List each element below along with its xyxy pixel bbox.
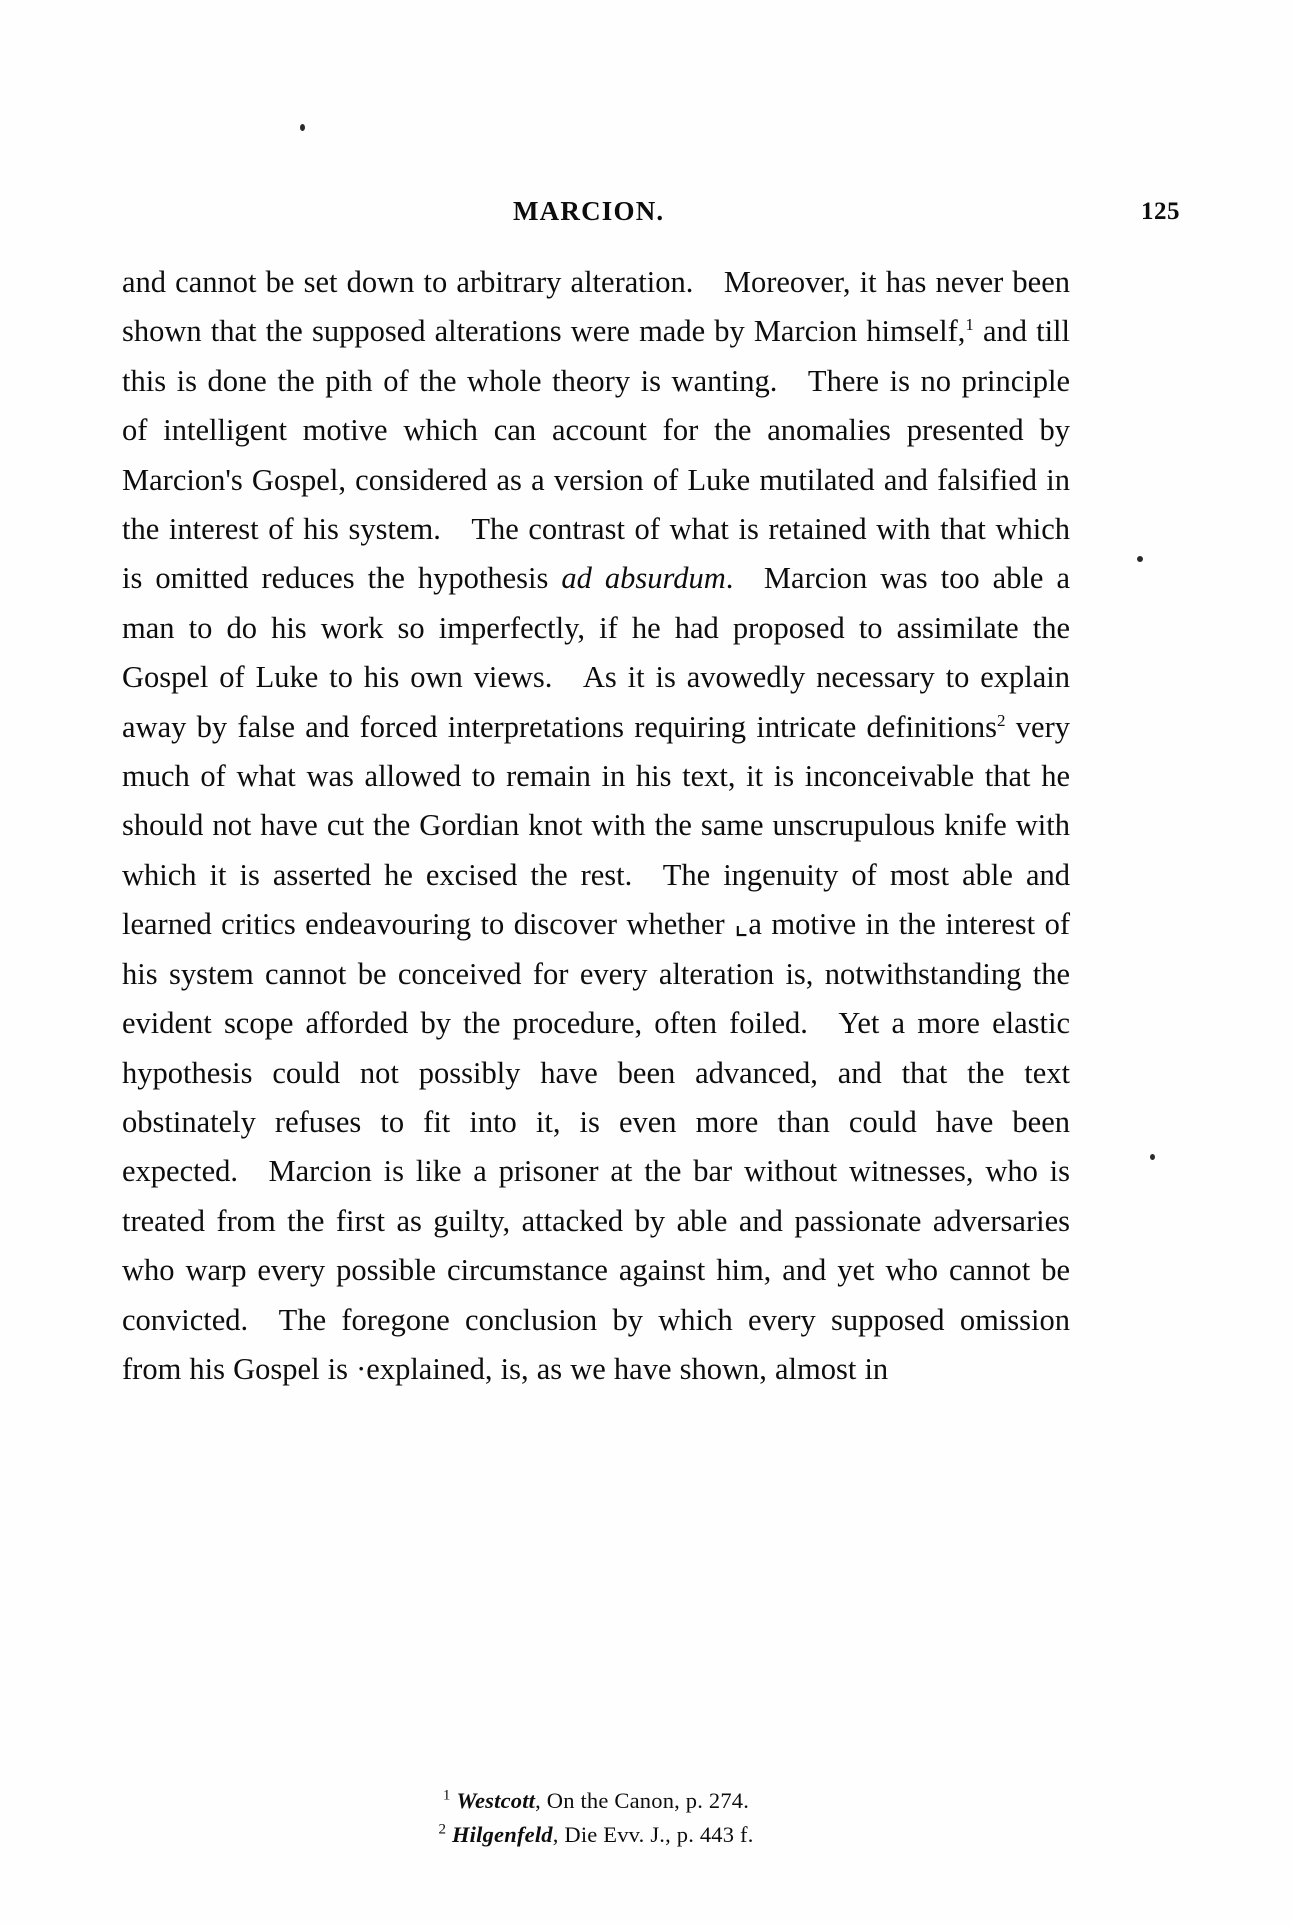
running-title: MARCION. [513, 196, 665, 226]
page-header [120, 196, 1180, 230]
body-segment-1: and cannot be set down to arbitrary alteration. Moreover, it has never been shown that the supposed alterations were made by Marcion himself, [122, 265, 1070, 349]
footnote-2 [122, 1818, 1070, 1852]
footnote-author-1: Westcott [456, 1788, 536, 1813]
footnote-author-2: Hilgenfeld [451, 1822, 553, 1847]
body-paragraph [122, 258, 1070, 1394]
page-speck [300, 124, 305, 131]
body-italic-1: ad absurdum [561, 561, 726, 596]
body-segment-2: and till this is done the pith of the whole theory is wanting. There is no principle of intelligent motive which can account for the anomalies presented by Marcion's Gospel, considered as a version of Luke mutilated and falsified in the interest of his system. The contrast of what is retained with that which is omitted reduces the hypothesis [122, 314, 1070, 596]
footnotes [122, 1784, 1070, 1852]
body-text [122, 258, 1070, 1394]
footnote-ref-1[interactable]: 1 [965, 315, 974, 335]
footnote-marker-1: 1 [442, 1787, 451, 1804]
footnote-text-2: , Die Evv. J., p. 443 f. [552, 1822, 754, 1847]
page-speck [1150, 1154, 1155, 1160]
body-segment-4: very much of what was allowed to remain in his text, it is inconceivable that he should not have cut the Gordian knot with the same unscrupulous knife with which it is asserted he excised the rest. The ingenuity of most able and learned critics endeavouring to discover whether ⌞a motive in the interest of his system cannot be conceived for every alteration is, notwithstanding the evident scope afforded by the procedure, often foiled. Yet a more elastic hypothesis could not possibly have been advanced, and that the text obstinately refuses to fit into it, is even more than could have been expected. Marcion is like a prisoner at the bar without witnesses, who is treated from the first as guilty, attacked by able and passionate adversaries who warp every possible circumstance against him, and yet who cannot be convicted. The foregone conclusion by which every supposed omission from his Gospel is ·explained, is, as we have shown, almost in [122, 709, 1070, 1386]
footnote-ref-2[interactable]: 2 [997, 710, 1006, 730]
footnote-1 [122, 1784, 1070, 1818]
footnote-text-1: , On the Canon, p. 274. [535, 1788, 750, 1813]
page-speck [1137, 556, 1143, 562]
footnote-marker-2: 2 [438, 1821, 447, 1838]
page-number: 125 [1141, 198, 1180, 225]
body-segment-3: . Marcion was too able a man to do his work so imperfectly, if he had proposed to assimilate the Gospel of Luke to his own views. As it is avowedly necessary to explain away by false and forced interpretations requiring intricate definitions [122, 561, 1070, 744]
